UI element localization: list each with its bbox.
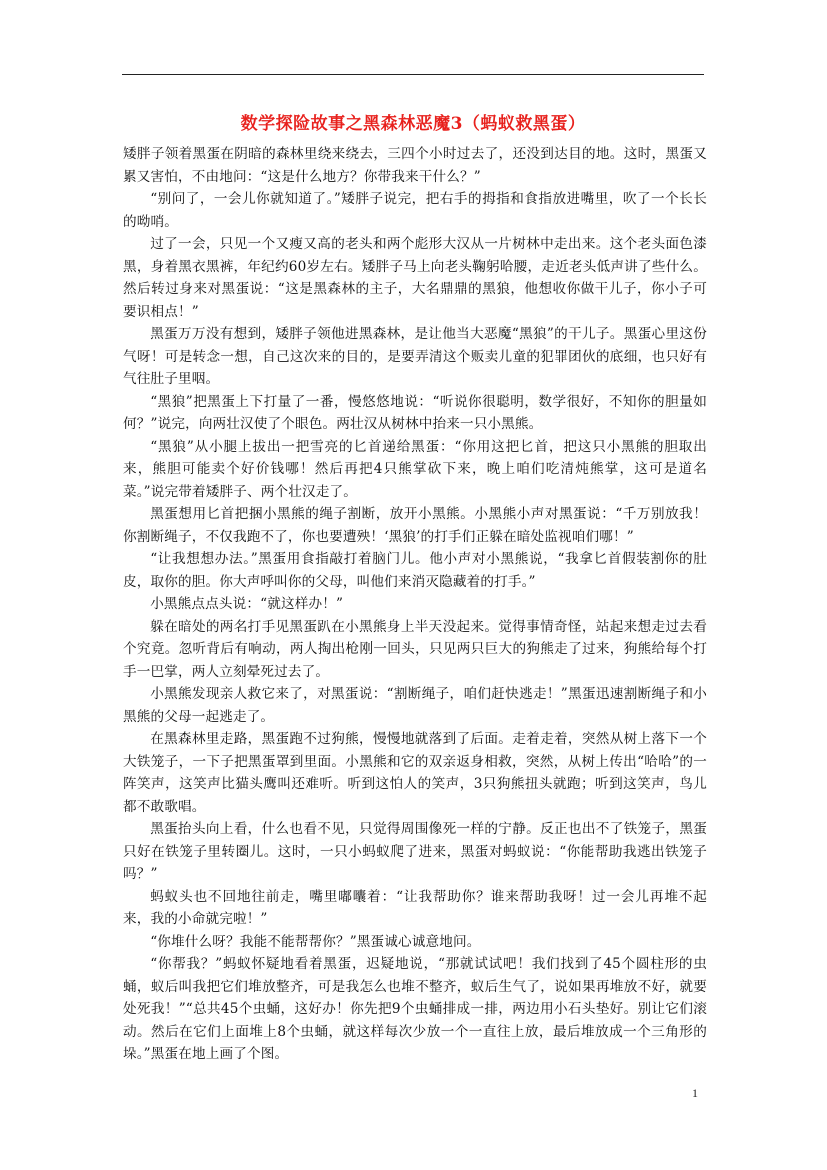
document-title: 数学探险故事之黑森林恶魔3（蚂蚁救黑蛋） [240, 114, 586, 134]
paragraph-4: 黑蛋万万没有想到，矮胖子领他进黑森林，是让他当大恶魔“黑狼”的干儿子。黑蛋心里这份气呀！可是转念一想，自己这次来的目的，是要弄清这个贩卖儿童的犯罪团伙的底细，也只好有气往肚子里咽。 [123, 326, 707, 387]
paragraph-15: “你堆什么呀？我能不能帮帮你？”黑蛋诚心诚意地问。 [150, 933, 481, 950]
page-number: 1 [692, 1086, 698, 1100]
paragraph-8: “让我想想办法。”黑蛋用食指敲打着脑门儿。他小声对小黑熊说，“我拿匕首假装割你的肚皮，取你的胆。你大声呼叫你的父母，叫他们来消灭隐藏着的打手。” [123, 551, 707, 590]
paragraph-3: 过了一会，只见一个又瘦又高的老头和两个彪形大汉从一片树林中走出来。这个老头面色漆黑，身着黑衣黑裤，年纪约60岁左右。矮胖子马上向老头鞠躬哈腰，走近老头低声讲了些什么。然后转过身来对黑蛋说：“这是黑森林的主子，大名鼎鼎的黑狼，他想收你做干儿子，你小子可要识相点！” [123, 236, 707, 320]
paragraph-16: “你帮我？”蚂蚁怀疑地看着黑蛋，迟疑地说，“那就试试吧！我们找到了45个圆柱形的虫蛹，蚁后叫我把它们堆放整齐，可是我怎么也堆不整齐，蚁后生气了，说如果再堆放不好，就要处死我！”“总共45个虫蛹，这好办！你先把9个虫蛹排成一排，两边用小石头垫好。别让它们滚动。然后在它们上面堆上8个虫蛹，就这样每次少放一个一直往上放，最后堆放成一个三角形的垛。”黑蛋在地上画了个图。 [123, 956, 707, 1062]
paragraph-5: “黑狼”把黑蛋上下打量了一番，慢悠悠地说：“听说你很聪明，数学很好，不知你的胆量如何？”说完，向两壮汉使了个眼色。两壮汉从树林中抬来一只小黑熊。 [123, 393, 707, 432]
paragraph-14: 蚂蚁头也不回地往前走，嘴里嘟囔着：“让我帮助你？谁来帮助我呀！过一会儿再堆不起来，我的小命就完啦！” [123, 888, 707, 927]
header-rule [122, 74, 704, 75]
paragraph-7: 黑蛋想用匕首把捆小黑熊的绳子割断，放开小黑熊。小黑熊小声对黑蛋说：“千万别放我！你割断绳子，不仅我跑不了，你也要遭殃！‘黑狼’的打手们正躲在暗处监视咱们哪！” [123, 506, 707, 545]
paragraph-9: 小黑熊点点头说：“就这样办！” [150, 596, 344, 612]
paragraph-6: “黑狼”从小腿上拔出一把雪亮的匕首递给黑蛋：“你用这把匕首，把这只小黑熊的胆取出来，熊胆可能卖个好价钱哪！然后再把4只熊掌砍下来，晚上咱们吃清炖熊掌，这可是道名菜。”说完带着矮胖子、两个壮汉走了。 [123, 438, 707, 500]
paragraph-11: 小黑熊发现亲人救它来了，对黑蛋说：“割断绳子，咱们赶快逃走！”黑蛋迅速割断绳子和小黑熊的父母一起逃走了。 [123, 686, 707, 725]
paragraph-1: 矮胖子领着黑蛋在阴暗的森林里绕来绕去，三四个小时过去了，还没到达目的地。这时，黑蛋又累又害怕，不由地问：“这是什么地方？你带我来干什么？” [123, 146, 707, 185]
paragraph-10: 躲在暗处的两名打手见黑蛋趴在小黑熊身上半天没起来。觉得事情奇怪，站起来想走过去看个究竟。忽听背后有响动，两人掏出枪刚一回头，只见两只巨大的狗熊走了过来，狗熊给每个打手一巴掌，两人立刻晕死过去了。 [123, 618, 707, 680]
paragraph-2: “别问了，一会儿你就知道了。”矮胖子说完，把右手的拇指和食指放进嘴里，吹了一个长长的呦哨。 [123, 191, 707, 230]
story-body [123, 143, 707, 1066]
paragraph-13: 黑蛋抬头向上看，什么也看不见，只觉得周围像死一样的宁静。反正也出不了铁笼子，黑蛋只好在铁笼子里转圈儿。这时，一只小蚂蚁爬了进来，黑蛋对蚂蚁说：“你能帮助我逃出铁笼子吗？” [123, 821, 707, 882]
paragraph-12: 在黑森林里走路，黑蛋跑不过狗熊，慢慢地就落到了后面。走着走着，突然从树上落下一个大铁笼子，一下子把黑蛋罩到里面。小黑熊和它的双亲返身相救，突然，从树上传出“哈哈”的一阵笑声，这笑声比猫头鹰叫还难听。听到这怕人的笑声，3只狗熊扭头就跑；听到这笑声，鸟儿都不敢歌唱。 [123, 731, 707, 815]
